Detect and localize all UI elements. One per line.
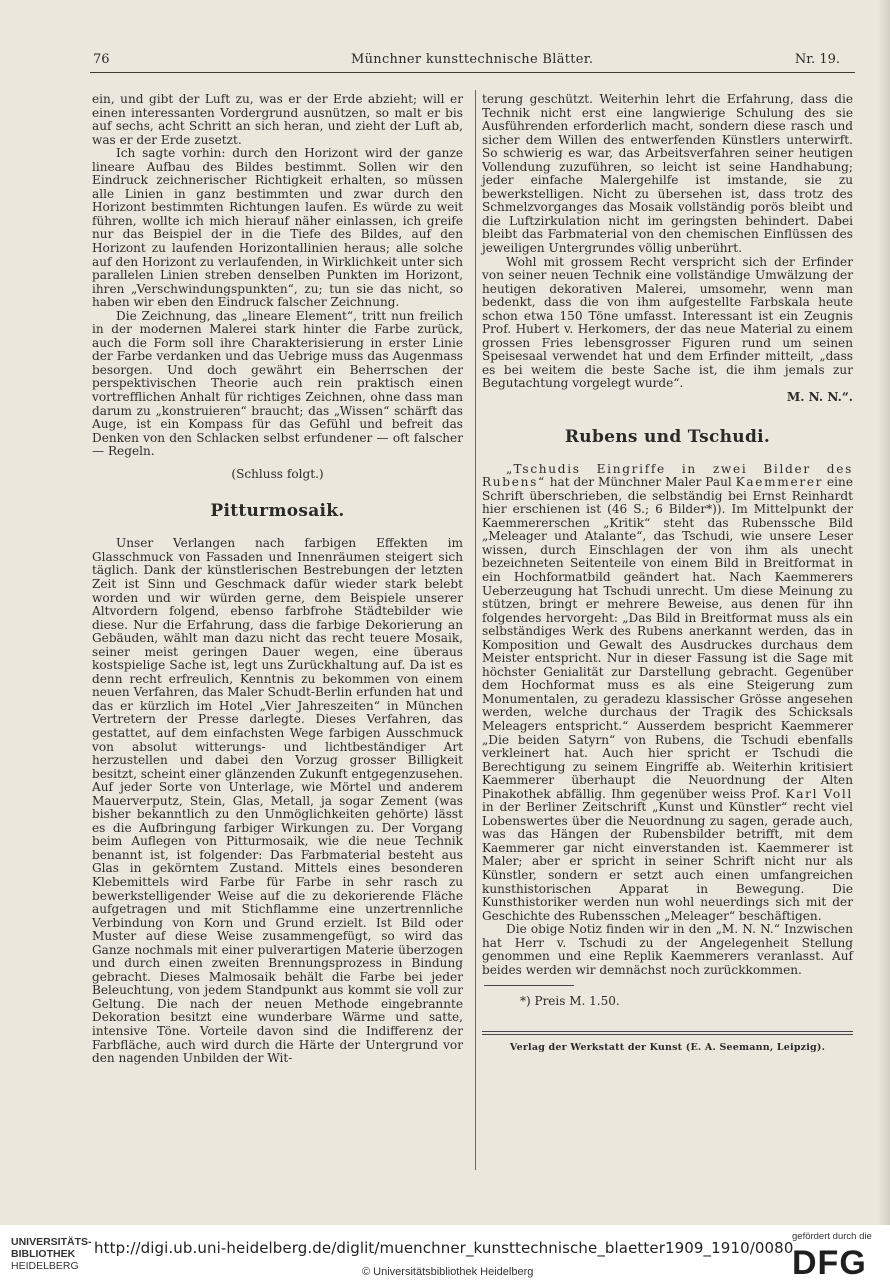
footer-bar [0, 1225, 890, 1287]
paragraph: Die Zeichnung, das „lineare Element“, tritt nun freilich in der modernen Malerei stark hinter die Farbe zurück, auch die Form soll ihre Charakterisierung in erster Linie der Farbe verdanken und das Uebrige muss das Augenmass besorgen. Und doch gewährt ein Beherrschen der perspektivischen Theorie auch rein praktisch einen vortrefflichen Anhalt für richtiges Zeichnen, ohne dass man darum zu „konstruieren“ braucht; das „Wissen“ schärft das Auge, ist ein Kompass für das Gefühl und befreit das Denken von den Schlacken selbst erfundener — oft falscher — Regeln. [92, 308, 463, 459]
text-span: hat der Münchner Maler Paul [549, 475, 732, 490]
paragraph: Die obige Notiz finden wir in den „M. N. N.“ Inzwischen hat Herr v. Tschudi zu der Angelegenheit Stellung genommen und eine Replik Kaemmerers veranlasst. Auf beides werden wir demnächst noch zurückkommen. [482, 922, 853, 977]
article-title-rubens: Rubens und Tschudi. [564, 426, 771, 447]
left-column [92, 93, 463, 1066]
paragraph [482, 463, 853, 924]
column-divider [475, 90, 476, 1170]
publisher-imprint: Verlag der Werkstatt der Kunst (E. A. Seemann, Leipzig). [509, 1041, 826, 1053]
journal-title: Münchner kunsttechnische Blätter. [351, 52, 594, 67]
continued-note: (Schluss folgt.) [231, 466, 324, 481]
person-name: Kaemmerer [735, 475, 824, 490]
person-name: Voll [823, 786, 853, 801]
page-edge-shadow [878, 0, 890, 1225]
signature: M. N. N.“. [786, 390, 853, 405]
page-number: 76 [93, 52, 110, 67]
copyright-notice: © Universitätsbibliothek Heidelberg [362, 1266, 534, 1278]
paragraph: Unser Verlangen nach farbigen Effekten im Glasschmuck von Fassaden und Innenräumen steigert sich täglich. Dank der künstlerischen Bestrebungen der letzten Zeit ist Sinn und Geschmack dafür wieder stark belebt worden und wir würden gerne, dem Beispiele unserer Altvordern folgend, ebenso farbfrohe Städtebilder wie diese. Nur die Erfahrung, dass die farbige Dekorierung an Gebäuden, wählt man dazu nicht das recht teuere Mosaik, seiner meist geringen Dauer wegen, eine überaus kostspielige Sache ist, legt uns Zurückhaltung auf. Da ist es denn recht erfreulich, Kenntnis zu bekommen von einem neuen Verfahren, das Maler Schudt-Berlin erfunden hat und das er kürzlich im Hotel „Vier Jahreszeiten“ in München Vertretern der Presse darlegte. Dieses Verfahren, das gestattet, auf dem einfachsten Wege farbigen Ausschmuck von absolut witterungs- und lichtbeständiger Art herzustellen und dabei den Vorzug grosser Billigkeit besitzt, scheint einer glänzenden Zukunft entgegenzusehen. Auf jeder Sorte von Unterlage, wie Mörtel und anderem Mauerverputz, Stein, Glas, Metall, ja sogar Zement (was bisher bekanntlich zu den Unmöglichkeiten gehörte) lässt es die Aufbringung farbiger Wirkungen zu. Der Vorgang beim Auflegen von Pitturmosaik, wie die neue Technik benannt ist, ist folgender: Das Farbmaterial besteht aus Glas in gekörntem Zustand. Mittels eines besonderen Klebemittels wird Farbe für Farbe in sehr rasch zu bewerkstelligender Weise auf die zu dekorierende Fläche aufgetragen und mit Stichflamme eine unzertrennliche Verbindung von Korn und Grund erzielt. Ist Bild oder Muster auf diese Weise zusammengefügt, so wird das Ganze nochmals mit einer pulverartigen Materie überzogen und durch einen zweiten Brennungsprozess in Bindung gebracht. Dieses Malmosaik behält die Farbe bei jeder Beleuchtung, von jedem Standpunkt aus kommt sie voll zur Geltung. Die nach der neuen Methode eingebrannte Dekoration besitzt eine wunderbare Wärme und satte, intensive Töne. Vorteile davon sind die Indifferenz der Farbfläche, auch wird durch die Härte der Untergrund vor den nagenden Unbilden der Wit- [92, 536, 463, 1066]
text-span: eine Schrift überschrieben, die selbständig bei Ernst Reinhardt hier erschienen ist (46 S.; 6 Bilder*)). Im Mittelpunkt der Kaemmererschen „Kritik“ steht das Rubenssche Bild „Meleager und Atalante“, das Tschudi, wie unsere Leser wissen, durch Einschlagen der von ihm als unecht bezeichneten Seitenteile von einem Bild in Breitformat in ein Hochformatbild geändert hat. Nach Kaemmerers Ueberzeugung hat Tschudi unrecht. Um diese Meinung zu stützen, bringt er mehrere Beweise, aus denen für ihn folgendes hervorgeht: „Das Bild in Breitformat muss als ein selbständiges Werk des Rubens anerkannt werden, das in Komposition und Gewalt des Ausdruckes durchaus dem Meister entspricht. Nur in dieser Fassung ist die Sage mit höchster Genialität zur Darstellung gebracht. Gegenüber dem Hochformat muss es als eine Steigerung zum Monumentalen, zu geradezu klassischer Grösse angesehen werden, welche durchaus der Tragik des Schicksals Meleagers entspricht.“ Ausserdem bespricht Kaemmerer „Die beiden Satyrn“ von Rubens, die Tschudi ebenfalls verkleinert hat. Auch hier spricht er Tschudi die Berechtigung zu seinem Eingriffe ab. Weiterhin kritisiert Kaemmerer überhaupt die Neuordnung der Alten Pinakothek abfällig. Ihm gegenüber weiss Prof. [482, 475, 853, 801]
dfg-logo: DFG [792, 1244, 867, 1282]
paragraph: ein, und gibt der Luft zu, was er der Erde abzieht; will er einen interessanten Vordergrund ausnützen, so malt er bis auf sechs, acht Schritt an sich heran, und zieht der Luft ab, was er der Erde zusetzt. [92, 92, 463, 147]
right-column [482, 93, 853, 1054]
text-span: in der Berliner Zeitschrift „Kunst und Künstler“ recht viel Lobenswertes über die Neuordnung zu sagen, gerade auch, was das Hängen der Rubensbilder betrifft, mit dem Kaemmerer gar nicht einverstanden ist. Kaemmerer ist Maler; aber er spricht in seiner Schrift nicht nur als Künstler, sondern er setzt auch einen umfangreichen kunsthistorischen Apparat in Bewegung. Die Kunsthistoriker werden nun wohl neuerdings sich mit der Geschichte des Rubensschen „Meleager“ beschäftigen. [482, 800, 853, 923]
paragraph: Ich sagte vorhin: durch den Horizont wird der ganze lineare Aufbau des Bildes bestimmt. Sollen wir den Eindruck zeichnerischer Richtigkeit erhalten, so müssen alle Linien in ganz bestimmten und zwar durch den Horizont bestimmten Richtungen laufen. Es würde zu weit führen, wollte ich mich hierauf näher einlassen, ich greife nur das Beispiel der in die Tiefe des Bildes, auf den Horizont zu laufenden Horizontallinien heraus; alle solche auf den Horizont zu verlaufenden, in Wirklichkeit unter sich parallelen Linien streben denselben Punkten im Horizont, ihren „Verschwindungspunkten“, zu; tun sie das nicht, so haben wir eben den Eindruck falscher Zeichnung. [92, 146, 463, 310]
article-lead: „Tschudis Eingriffe in zwei Bilder des Rubens“ [482, 461, 853, 490]
university-library-logo [11, 1236, 92, 1272]
institution-line: BIBLIOTHEK [11, 1248, 76, 1260]
institution-line: HEIDELBERG [11, 1260, 79, 1272]
issue-number: Nr. 19. [794, 52, 840, 67]
article-title-pitturmosaik: Pitturmosaik. [210, 501, 345, 522]
permalink-url[interactable]: http://digi.ub.uni-heidelberg.de/diglit/muenchner_kunsttechnische_blaetter1909_1910/0080 [94, 1239, 794, 1257]
header-rule [90, 72, 855, 73]
publisher-rule [482, 1031, 853, 1032]
footnote: *) Preis M. 1.50. [520, 994, 620, 1009]
publisher-rule [482, 1034, 853, 1035]
institution-line: UNIVERSITÄTS- [11, 1236, 92, 1248]
funding-note: gefördert durch die [792, 1231, 872, 1242]
paragraph: terung geschützt. Weiterhin lehrt die Erfahrung, dass die Technik nicht erst eine langwierige Schulung des sie Ausführenden erforderlich macht, sondern diese rasch und sicher dem Willen des entwerfenden Künstlers unterwirft. So schwierig es war, das Arbeitsverfahren seiner heutigen Vollendung zuzuführen, so leicht ist seine Handhabung; jeder einfache Malergehilfe ist imstande, sie zu bewerkstelligen. Nicht zu übersehen ist, dass trotz des Schmelzvorganges das Mosaik vollständig porös bleibt und die Luftzirkulation nicht im geringsten behindert. Dabei bleibt das Farbmaterial von den chemischen Einflüssen des jeweiligen Untergrundes völlig unberührt. [482, 92, 853, 256]
paragraph: Wohl mit grossem Recht verspricht sich der Erfinder von seiner neuen Technik eine vollständige Umwälzung der heutigen dekorativen Malerei, umsomehr, wenn man bedenkt, dass die von ihm aufgestellte Farbskala heute schon etwa 150 Töne umfasst. Interessant ist ein Zeugnis Prof. Hubert v. Herkomers, der das neue Material zu einem grossen Fries lebensgrosser Figuren rund um seinen Speisesaal verwendet hat und dem Erfinder mitteilt, „dass es bei weitem die beste Sache ist, die ihm jemals zur Begutachtung vorgelegt wurde“. [482, 254, 853, 391]
footnote-rule [484, 985, 574, 986]
page-header [93, 50, 850, 72]
person-name: Karl [785, 786, 819, 801]
